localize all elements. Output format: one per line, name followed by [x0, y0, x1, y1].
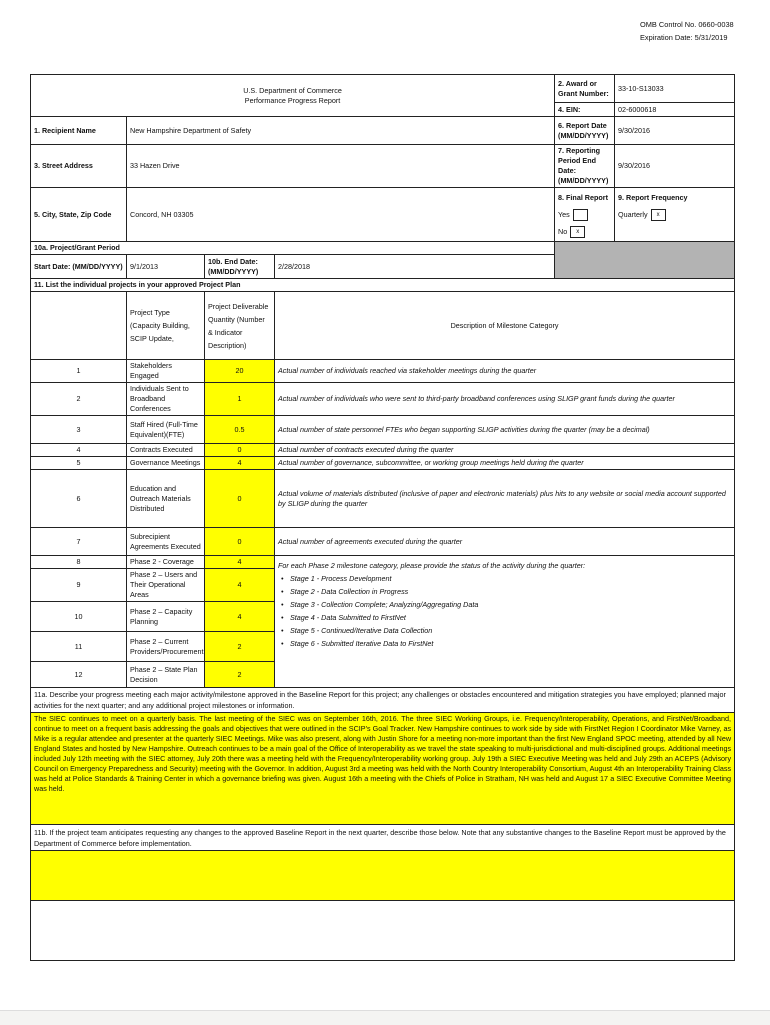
start-date-value: 9/1/2013	[127, 255, 205, 279]
report-frequency-checkbox[interactable]: x	[651, 209, 666, 221]
list-item: • Stage 6 - Submitted Iterative Data to FirstNet	[290, 637, 731, 650]
row-number: 1	[31, 360, 127, 383]
quantity-cell: 2	[205, 632, 275, 662]
award-number-label: 2. Award or Grant Number:	[555, 75, 615, 103]
milestone-description-cell: Actual number of individuals who were sent to third-party broadband conferences using SLIGP grant funds during the quarter	[275, 383, 735, 416]
deliverable-quantity-header: Project Deliverable Quantity (Number & Indicator Description)	[205, 292, 275, 360]
row-number: 7	[31, 528, 127, 556]
section-11b-blank-area	[31, 901, 735, 961]
row-number: 11	[31, 632, 127, 662]
final-report-yes-checkbox[interactable]	[573, 209, 588, 221]
end-date-label: 10b. End Date: (MM/DD/YYYY)	[205, 255, 275, 279]
row-number: 6	[31, 470, 127, 528]
final-report-no-checkbox[interactable]: x	[570, 226, 585, 238]
list-item: • Stage 4 - Data Submitted to FirstNet	[290, 611, 731, 624]
project-type-cell: Phase 2 – Current Providers/Procurement	[127, 632, 205, 662]
project-type-cell: Phase 2 - Coverage	[127, 556, 205, 569]
milestone-description-cell: Actual volume of materials distributed (inclusive of paper and electronic materials) plus hits to any website or social media account supported by SLIGP during the quarter	[275, 470, 735, 528]
phase2-intro: For each Phase 2 milestone category, please provide the status of the activity during the quarter:	[278, 561, 586, 570]
list-item: • Stage 3 - Collection Complete; Analyzing/Aggregating Data	[290, 598, 731, 611]
project-type-cell: Staff Hired (Full-Time Equivalent)(FTE)	[127, 416, 205, 444]
reporting-period-end-value: 9/30/2016	[615, 145, 735, 188]
milestone-description-cell: Actual number of agreements executed during the quarter	[275, 528, 735, 556]
quantity-cell: 4	[205, 602, 275, 632]
recipient-name-label: 1. Recipient Name	[31, 117, 127, 145]
report-frequency-value: Quarterly	[618, 210, 648, 219]
project-type-cell: Phase 2 – State Plan Decision	[127, 662, 205, 688]
project-type-cell: Subrecipient Agreements Executed	[127, 528, 205, 556]
milestone-description-cell: Actual number of contracts executed during the quarter	[275, 444, 735, 457]
quantity-cell: 0	[205, 444, 275, 457]
street-address-value: 33 Hazen Drive	[127, 145, 555, 188]
row-number: 12	[31, 662, 127, 688]
row-number: 5	[31, 457, 127, 470]
ein-value: 02-6000618	[615, 103, 735, 117]
row-number: 8	[31, 556, 127, 569]
list-item: • Stage 5 - Continued/Iterative Data Collection	[290, 624, 731, 637]
quantity-cell: 4	[205, 569, 275, 602]
report-header	[31, 75, 555, 117]
recipient-name-value: New Hampshire Department of Safety	[127, 117, 555, 145]
end-date-value: 2/28/2018	[275, 255, 555, 279]
phase2-milestone-status-cell	[275, 556, 735, 688]
milestone-description-header: Description of Milestone Category	[275, 292, 735, 360]
table-row	[31, 556, 735, 569]
report-frequency-label: 9. Report Frequency	[618, 193, 688, 202]
quantity-cell: 4	[205, 457, 275, 470]
project-type-cell: Individuals Sent to Broadband Conferences	[127, 383, 205, 416]
section-11a-text: The SIEC continues to meet on a quarterly basis. The last meeting of the SIEC was on September 16th, 2016. The three SIEC Working Groups, i.e. Frequency/Interoperability, Operations, and FirstNet/Broadband, continue to meet on a frequent basis addressing the goals and objectives that were outlined in the SCIP's Goal Tracker. New Hampshire continues to work side by side with FirstNet Region I Coordinator Mike Varney, as Mike is a regular attendee and presenter at the quarterly SIEC Meetings. Mike was also present, along with Justin Shore for a meeting non-more important than the first New England SPOC meeting, attended by all New England States and hosted by New Hampshire. Outreach continues to be a main goal of the Office of Interoperability as we travel the state speaking to multi-jurisdictional and multi-disciplined groups. Additional meetings included July 12th meeting with the SIEC attorney, July 20th there was a meeting held with the Frequency/Interoperability working group. July 19th a SIEC Executive Meeting was held and July 29th an ACEPS (Advisory Council on Emergency Preparedness and Security) meeting with the Governor. In addition, August 3rd a meeting was held with the North Country Interoperability Consortium, August 4th an Interoperability Training Class was held at Police Standards & Training Center in which a governance briefing was given. August 16th a meeting with the Chiefs of Police in Stratham, NH was held and August 17 a SIEC Executive Committee Meeting was held.	[31, 713, 735, 825]
section-11b-text[interactable]	[31, 851, 735, 901]
start-date-label: Start Date: (MM/DD/YYYY)	[31, 255, 127, 279]
project-period-section-label: 10a. Project/Grant Period	[31, 242, 555, 255]
final-report-no-label: No	[558, 227, 568, 236]
project-type-header: Project Type (Capacity Building, SCIP Update,	[127, 292, 205, 360]
final-report-label: 8. Final Report	[558, 193, 608, 202]
report-date-value: 9/30/2016	[615, 117, 735, 145]
omb-control-number: OMB Control No. 0660-0038	[640, 20, 734, 29]
table-row	[31, 383, 735, 416]
ein-label: 4. EIN:	[555, 103, 615, 117]
city-state-zip-value: Concord, NH 03305	[127, 188, 555, 242]
quantity-cell: 2	[205, 662, 275, 688]
quantity-cell: 1	[205, 383, 275, 416]
projects-header-blank	[31, 292, 127, 360]
project-type-cell: Governance Meetings	[127, 457, 205, 470]
row-number: 10	[31, 602, 127, 632]
projects-section-label: 11. List the individual projects in your approved Project Plan	[31, 279, 735, 292]
row-number: 2	[31, 383, 127, 416]
project-type-cell: Phase 2 – Capacity Planning	[127, 602, 205, 632]
report-title: Performance Progress Report	[244, 95, 341, 105]
row-number: 9	[31, 569, 127, 602]
project-type-cell: Stakeholders Engaged	[127, 360, 205, 383]
department-title: U.S. Department of Commerce	[243, 85, 342, 95]
section-11a-label: 11a. Describe your progress meeting each major activity/milestone approved in the Baseline Report for this project; any challenges or obstacles encountered and mitigation strategies you have employed; planned major activities for the next quarter; and any additional project milestones or information.	[31, 688, 735, 713]
performance-progress-report-form	[30, 74, 735, 961]
quantity-cell: 0	[205, 528, 275, 556]
project-type-cell: Education and Outreach Materials Distributed	[127, 470, 205, 528]
table-row	[31, 360, 735, 383]
city-state-zip-label: 5. City, State, Zip Code	[31, 188, 127, 242]
project-type-cell: Phase 2 – Users and Their Operational Areas	[127, 569, 205, 602]
reporting-period-end-label: 7. Reporting Period End Date: (MM/DD/YYYY)	[555, 145, 615, 188]
quantity-cell: 0.5	[205, 416, 275, 444]
row-number: 4	[31, 444, 127, 457]
street-address-label: 3. Street Address	[31, 145, 127, 188]
milestone-description-cell: Actual number of governance, subcommittee, or working group meetings held during the quarter	[275, 457, 735, 470]
section-11b-label: 11b. If the project team anticipates requesting any changes to the approved Baseline Report in the next quarter, describe those below. Note that any substantive changes to the Baseline Report must be approved by the Department of Commerce before implementation.	[31, 825, 735, 851]
phase2-stage-list	[278, 572, 731, 650]
milestone-description-cell: Actual number of state personnel FTEs who began supporting SLIGP activities during the quarter (may be a decimal)	[275, 416, 735, 444]
table-row	[31, 528, 735, 556]
quantity-cell: 0	[205, 470, 275, 528]
shaded-cell	[555, 242, 735, 279]
report-frequency-cell	[615, 188, 735, 242]
quantity-cell: 20	[205, 360, 275, 383]
list-item: • Stage 1 - Process Development	[290, 572, 731, 585]
milestone-description-cell: Actual number of individuals reached via stakeholder meetings during the quarter	[275, 360, 735, 383]
omb-block	[640, 18, 750, 44]
row-number: 3	[31, 416, 127, 444]
quantity-cell: 4	[205, 556, 275, 569]
final-report-yes-label: Yes	[558, 210, 570, 219]
table-row	[31, 416, 735, 444]
award-number-value: 33-10-S13033	[615, 75, 735, 103]
list-item: • Stage 2 - Data Collection in Progress	[290, 585, 731, 598]
omb-expiration-date: Expiration Date: 5/31/2019	[640, 33, 728, 42]
table-row	[31, 457, 735, 470]
scan-edge	[0, 1010, 770, 1025]
report-date-label: 6. Report Date (MM/DD/YYYY)	[555, 117, 615, 145]
table-row	[31, 470, 735, 528]
project-type-cell: Contracts Executed	[127, 444, 205, 457]
table-row	[31, 444, 735, 457]
final-report-cell	[555, 188, 615, 242]
